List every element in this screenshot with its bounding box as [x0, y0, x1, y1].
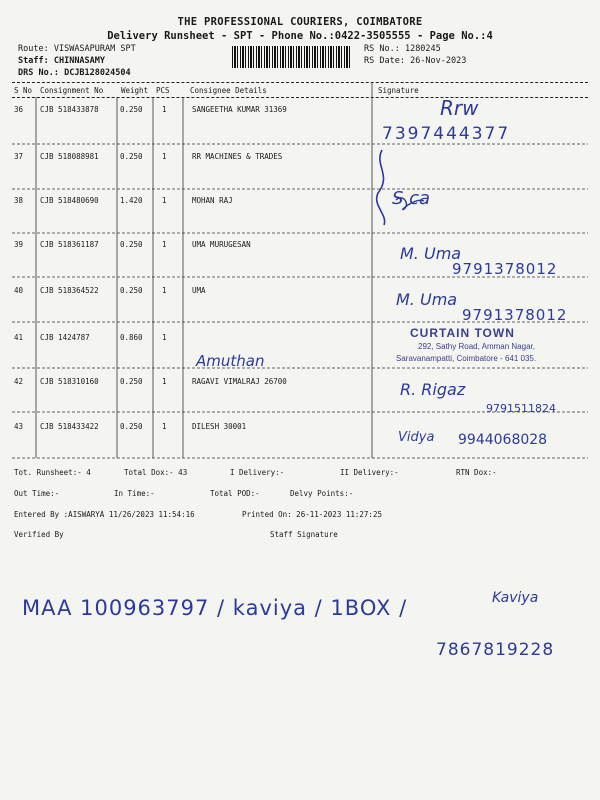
verified-by: Verified By — [14, 530, 64, 539]
row-pcs: 1 — [162, 196, 167, 205]
stamp-address-1: 292, Sathy Road, Amman Nagar, — [418, 342, 535, 351]
rs-no-label: RS No.: — [364, 44, 400, 54]
drs-label: DRS No.: — [18, 68, 59, 78]
row-sno: 39 — [14, 240, 24, 249]
row-consignment: CJB 518310160 — [40, 377, 99, 386]
row-consignee: UMA MURUGESAN — [192, 240, 251, 249]
row-consignment: CJB 518433422 — [40, 422, 99, 431]
out-time: Out Time:- — [14, 489, 60, 498]
ii-delivery: II Delivery:- — [340, 468, 399, 477]
row-sno: 42 — [14, 377, 24, 386]
in-time: In Time:- — [114, 489, 155, 498]
drs-value: DCJB128024504 — [64, 68, 131, 78]
row-sno: 36 — [14, 105, 24, 114]
stamp-address-2: Saravanampatti, Coimbatore - 641 035. — [396, 354, 537, 363]
i-delivery: I Delivery:- — [230, 468, 285, 477]
company-name: THE PROFESSIONAL COURIERS, COIMBATORE — [177, 16, 423, 28]
staff-value: CHINNASAMY — [53, 56, 106, 66]
rs-date-value: 26-Nov-2023 — [410, 56, 467, 66]
signature-36: Rrw — [440, 96, 479, 120]
row-weight: 0.250 — [120, 377, 143, 386]
row-pcs: 1 — [162, 286, 167, 295]
row-consignment: CJB 518361187 — [40, 240, 99, 249]
rs-no-value: 1280245 — [404, 44, 441, 54]
phone-36: 7397444377 — [382, 124, 511, 144]
row-pcs: 1 — [162, 422, 167, 431]
row-pcs: 1 — [162, 152, 167, 161]
signature-38: S ca — [392, 188, 431, 209]
col-sno: S No — [14, 86, 33, 95]
delvy-points: Delvy Points:- — [290, 489, 354, 498]
signature-42: R. Rigaz — [400, 380, 466, 399]
row-consignment: CJB 1424787 — [40, 333, 90, 342]
route-label: Route: — [18, 44, 49, 54]
route-value: VISWASAPURAM SPT — [53, 44, 136, 54]
rs-date-label: RS Date: — [364, 56, 405, 66]
total-pod: Total POD:- — [210, 489, 260, 498]
row-sno: 38 — [14, 196, 24, 205]
row-consignee: SANGEETHA KUMAR 31369 — [192, 105, 287, 114]
row-consignee: DILESH 30001 — [192, 422, 247, 431]
row-pcs: 1 — [162, 240, 167, 249]
row-weight: 0.860 — [120, 333, 143, 342]
total-runsheet: Tot. Runsheet:- 4 — [14, 468, 91, 477]
phone-43: 9944068028 — [458, 432, 548, 448]
col-signature: Signature — [378, 86, 419, 95]
runsheet-title: Delivery Runsheet - SPT - Phone No.:0422-3505555 - Page No.:4 — [107, 30, 493, 42]
row-sno: 43 — [14, 422, 24, 431]
staff-label: Staff: — [18, 56, 49, 66]
row-consignment: CJB 518088981 — [40, 152, 99, 161]
signature-39: M. Uma — [400, 244, 462, 263]
stamp-name: CURTAIN TOWN — [410, 326, 515, 340]
entered-by: Entered By :AISWARYA 11/26/2023 11:54:16 — [14, 510, 195, 519]
row-weight: 0.250 — [120, 422, 143, 431]
row-pcs: 1 — [162, 377, 167, 386]
phone-42: 9791511824 — [486, 402, 556, 415]
rtn-dox: RTN Dox:- — [456, 468, 497, 477]
col-consignee: Consignee Details — [190, 86, 267, 95]
row-pcs: 1 — [162, 105, 167, 114]
col-consignment: Consignment No — [40, 86, 104, 95]
row-pcs: 1 — [162, 333, 167, 342]
row-weight: 0.250 — [120, 240, 143, 249]
total-dox: Total Dox:- 43 — [124, 468, 188, 477]
name-41: Amuthan — [196, 352, 265, 370]
row-weight: 1.420 — [120, 196, 143, 205]
row-weight: 0.250 — [120, 105, 143, 114]
row-consignee: RR MACHINES & TRADES — [192, 152, 283, 161]
signature-40: M. Uma — [396, 290, 458, 309]
row-weight: 0.250 — [120, 286, 143, 295]
row-consignment: CJB 518480690 — [40, 196, 99, 205]
staff-signature: Staff Signature — [270, 530, 338, 539]
row-consignment: CJB 518433878 — [40, 105, 99, 114]
phone-39: 9791378012 — [452, 260, 558, 278]
signature-43: Vidya — [398, 430, 435, 445]
row-sno: 41 — [14, 333, 24, 342]
row-consignment: CJB 518364522 — [40, 286, 99, 295]
col-pcs: PCS — [156, 86, 170, 95]
row-consignee: MOHAN RAJ — [192, 196, 233, 205]
footer-phone: 7867819228 — [436, 640, 555, 660]
row-consignee: UMA — [192, 286, 206, 295]
col-weight: Weight — [121, 86, 149, 95]
footer-signature: Kaviya — [492, 590, 539, 606]
footer-note: MAA 100963797 / kaviya / 1BOX / — [22, 596, 408, 620]
printed-on: Printed On: 26-11-2023 11:27:25 — [242, 510, 382, 519]
row-weight: 0.250 — [120, 152, 143, 161]
phone-40: 9791378012 — [462, 306, 568, 324]
row-sno: 37 — [14, 152, 24, 161]
row-consignee: RAGAVI VIMALRAJ 26700 — [192, 377, 287, 386]
row-sno: 40 — [14, 286, 24, 295]
